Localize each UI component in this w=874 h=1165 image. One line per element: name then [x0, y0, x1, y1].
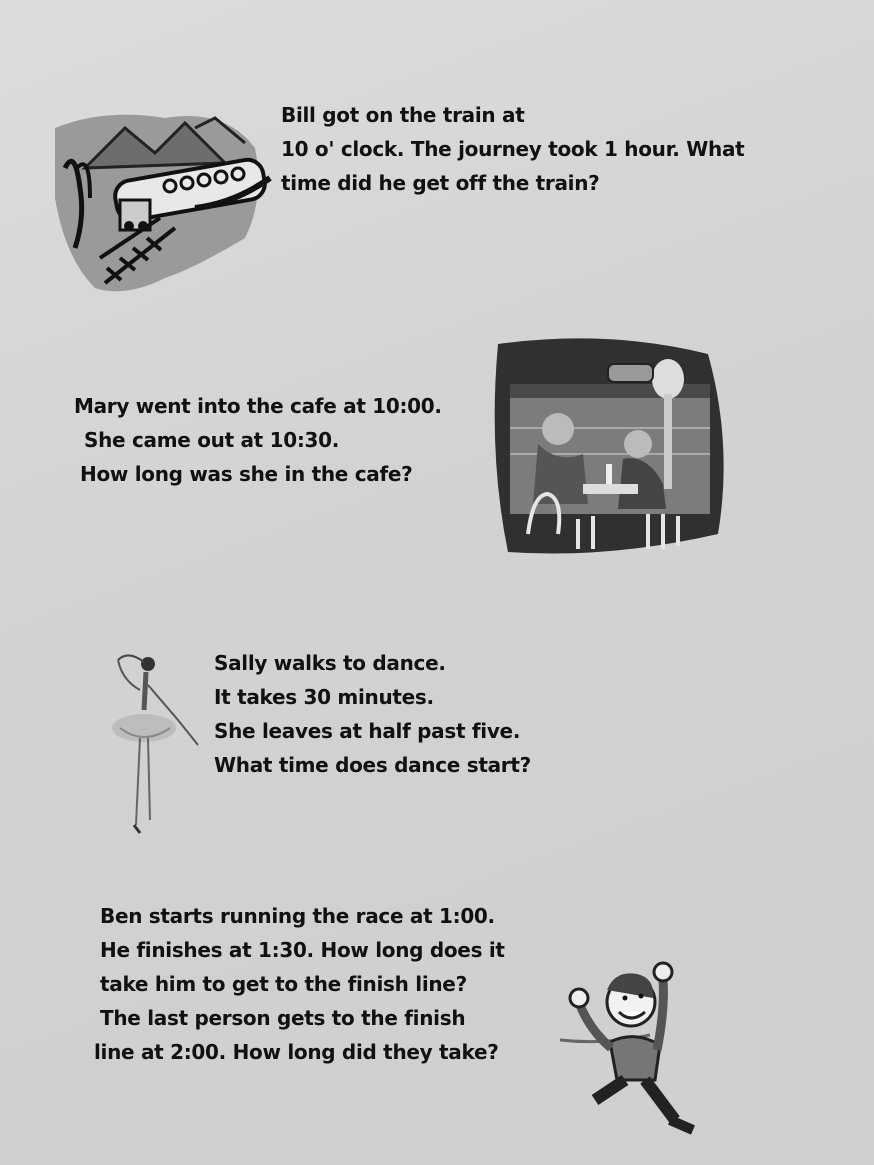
problem-cafe-line-1: Mary went into the cafe at 10:00. [74, 394, 442, 418]
problem-race-line-3: take him to get to the finish line? [100, 972, 467, 996]
problem-dance-line-2: It takes 30 minutes. [214, 685, 434, 709]
problem-cafe-line-2: She came out at 10:30. [84, 428, 340, 452]
problem-train-line-3: time did he get off the train? [281, 171, 600, 195]
problem-cafe-text [74, 389, 442, 491]
problem-race-line-2: He finishes at 1:30. How long does it [100, 938, 505, 962]
problem-dance-line-4: What time does dance start? [214, 753, 531, 777]
problem-dance-text [214, 646, 531, 782]
problem-train-line-1: Bill got on the train at [281, 103, 525, 127]
problem-cafe-line-3: How long was she in the cafe? [80, 462, 413, 486]
problem-dance-line-3: She leaves at half past five. [214, 719, 521, 743]
problem-race-line-4: The last person gets to the finish [100, 1006, 466, 1030]
problem-train-text [281, 98, 744, 200]
problem-train-line-2: 10 o' clock. The journey took 1 hour. What [281, 137, 745, 161]
ballerina-icon [108, 650, 200, 835]
problem-dance-line-1: Sally walks to dance. [214, 651, 446, 675]
problem-race-line-1: Ben starts running the race at 1:00. [100, 904, 495, 928]
cafe-icon [488, 334, 733, 559]
bleed-through-text [150, 830, 750, 1130]
train-icon [45, 108, 275, 298]
problem-race-line-5: line at 2:00. How long did they take? [94, 1040, 499, 1064]
